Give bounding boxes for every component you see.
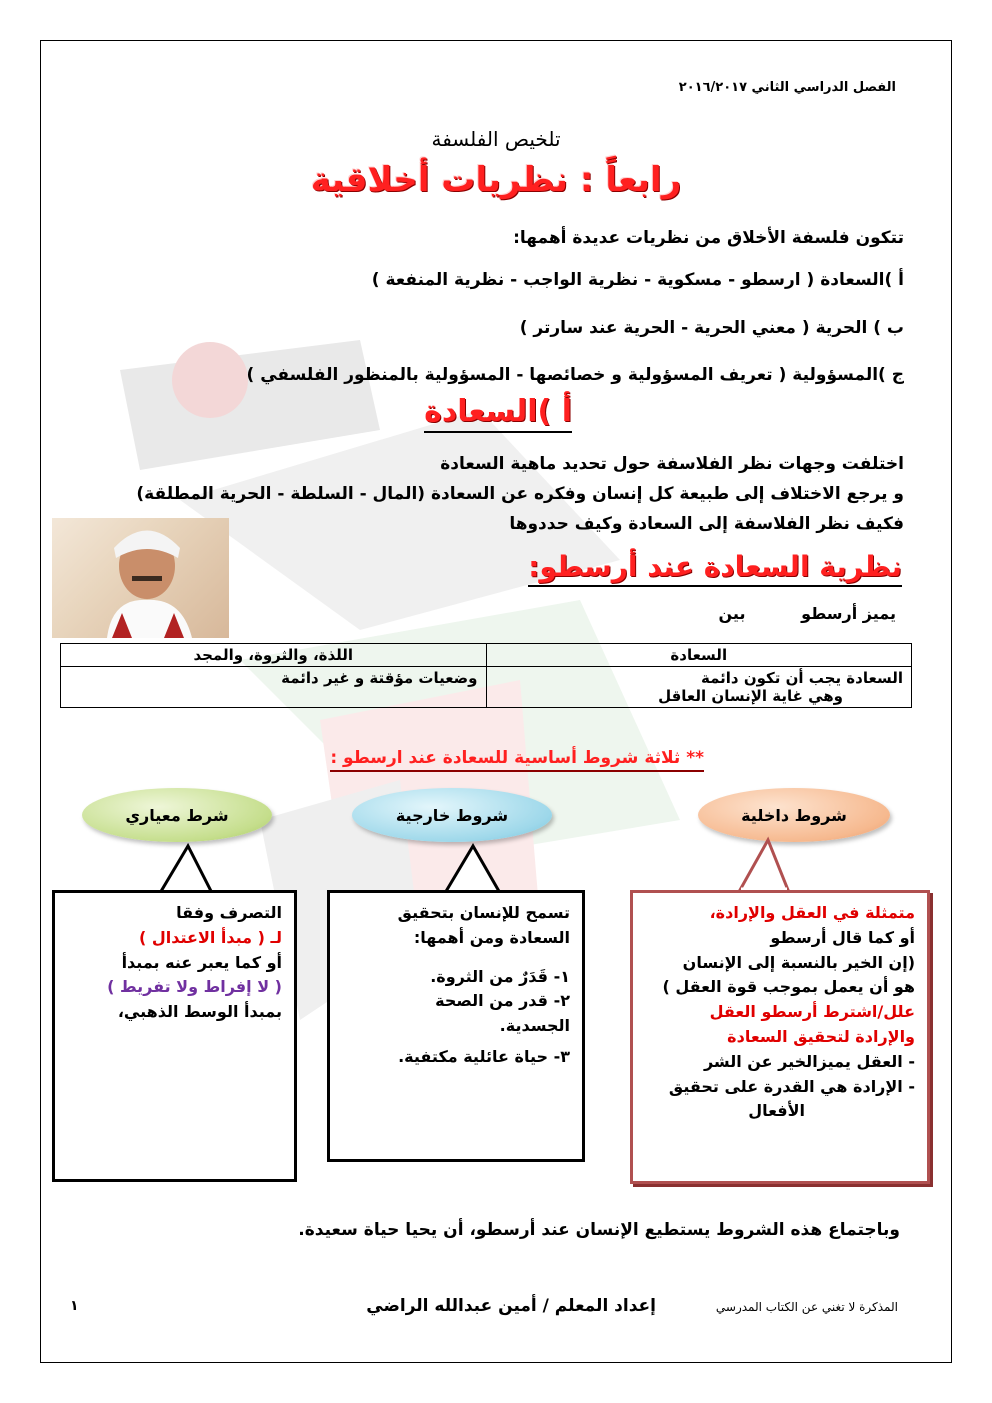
external-line: السعادة ومن أهمها: [413, 927, 570, 947]
happiness-heading: أ )السعادة [424, 394, 572, 433]
table-cell-text: وهي غاية الإنسان العاقل [658, 687, 843, 705]
intro-item-b: ب ) الحرية ( معني الحرية - الحرية عند سارتر ) [519, 318, 904, 338]
normative-line: التصرف وفقا [176, 903, 282, 922]
happiness-line-1: اختلفت وجهات نظر الفلاسفة حول تحديد ماهية السعادة [440, 454, 904, 474]
normative-condition-box [52, 890, 297, 1182]
happiness-line-2: و يرجع الاختلاف إلى طبيعة كل إنسان وفكره عن السعادة (المال - السلطة - الحرية المطلقة) [136, 484, 904, 504]
internal-line: علل/اشترط أرسطو العقل [709, 1002, 915, 1022]
external-line: ٣- حياة عائلية مكتفية. [398, 1046, 570, 1066]
table-cell-text: السعادة يجب أن تكون دائمة [700, 669, 903, 687]
table-header-cell: السعادة [486, 644, 912, 667]
internal-line: الأفعال [748, 1101, 805, 1121]
external-conditions-box [327, 890, 585, 1162]
external-line: ٢- قدر من الصحة [435, 991, 570, 1011]
happiness-line-3: فكيف نظر الفلاسفة إلى السعادة وكيف حددوها [509, 514, 904, 534]
external-line: تسمح للإنسان بتحقيق [397, 903, 570, 922]
table-header-cell: اللذة، والثروة، والمجد [61, 644, 487, 667]
internal-line: هو أن يعمل بموجب قوة العقل ) [662, 977, 915, 997]
footer-note: المذكرة لا تغني عن الكتاب المدرسي [715, 1300, 898, 1314]
internal-line: - العقل يميزالخير عن الشر [703, 1051, 915, 1071]
bubble-external: شروط خارجية [352, 788, 552, 842]
conditions-heading: ** ثلاثة شروط أساسية للسعادة عند ارسطو : [330, 748, 704, 772]
internal-line: متمثلة في العقل والإرادة، [709, 903, 915, 922]
bubble-normative: شرط معياري [82, 788, 272, 842]
author-credit: إعداد المعلم / أمين عبدالله الراضي [366, 1296, 656, 1316]
intro-item-a: أ )السعادة ( ارسطو - مسكوية - نظرية الواجب - نظرية المنفعة ) [371, 270, 904, 290]
section-title: رابعاً : نظريات أخلاقية [310, 160, 682, 200]
internal-line: - الإرادة هي القدرة على تحقيق [668, 1076, 915, 1096]
conclusion-text: وباجتماع هذه الشروط يستطيع الإنسان عند أرسطو، أن يحيا حياة سعيدة. [298, 1220, 900, 1240]
semester-label: الفصل الدراسي الثاني ٢٠١٦/٢٠١٧ [678, 80, 896, 95]
external-line: ١- قَدَرٌ من الثروة. [430, 966, 570, 986]
aristotle-heading: نظرية السعادة عند أرسطو: [528, 550, 902, 587]
external-line: الجسدية. [499, 1016, 570, 1036]
normative-line: بمبدأ الوسط الذهبي، [117, 1002, 282, 1022]
normative-line: ( لا إفراط ولا تفريط ) [107, 977, 282, 997]
bubble-internal: شروط داخلية [698, 788, 890, 842]
table-cell: وضعيات مؤقتة و غير دائمة [61, 667, 487, 708]
page-number: ١ [70, 1298, 79, 1314]
internal-line: والإرادة لتحقيق السعادة [727, 1026, 915, 1046]
normative-line: أو كما يعبر عنه بمبدأ [121, 952, 282, 972]
intro-item-c: ج )المسؤولية ( تعريف المسؤولية و خصائصها - المسؤولية بالمنظور الفلسفي ) [246, 365, 904, 385]
aristotle-distinguish: يميز أرسطو بين [718, 604, 896, 623]
internal-line: (إن الخير بالنسبة إلى الإنسان [682, 952, 915, 972]
internal-conditions-box [630, 890, 930, 1184]
intro-lead: تتكون فلسفة الأخلاق من نظريات عديدة أهمها: [513, 228, 904, 248]
subject-title: تلخيص الفلسفة [431, 127, 561, 151]
normative-line: لـ ( مبدأ الاعتدال ) [138, 927, 282, 947]
internal-line: أو كما قال أرسطو [770, 927, 915, 947]
